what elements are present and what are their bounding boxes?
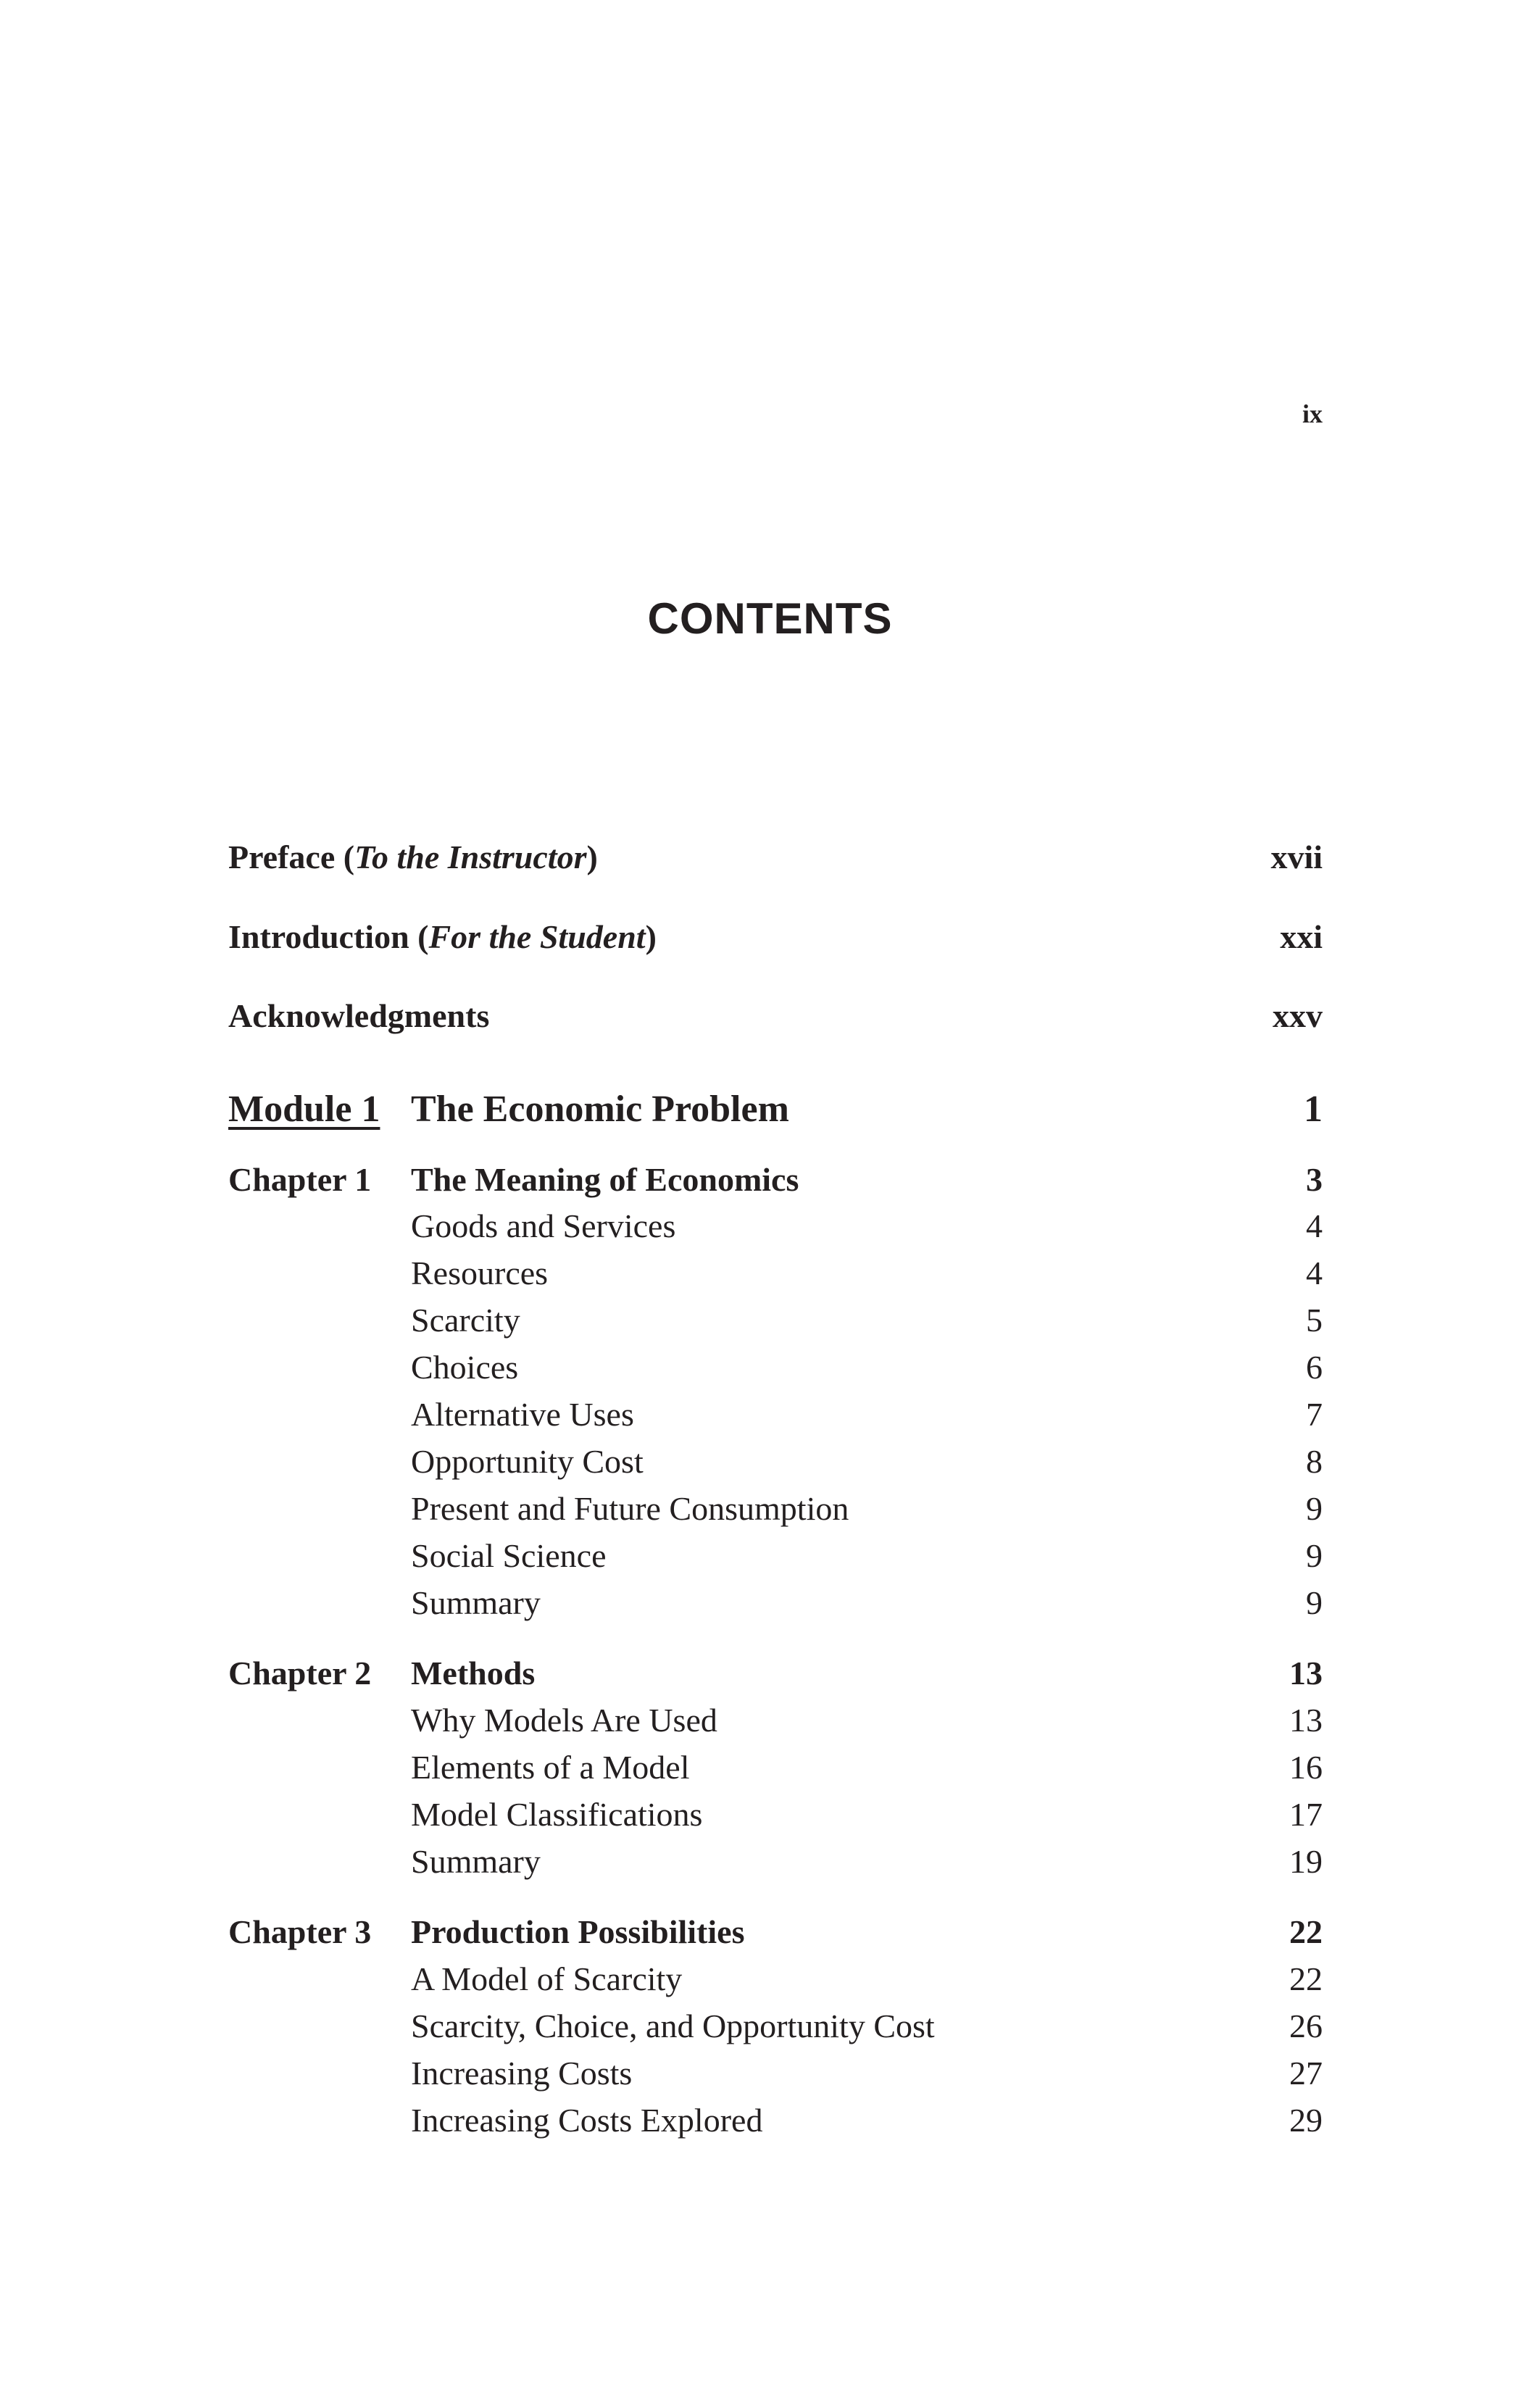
section-page: 9 [1306,1490,1323,1527]
chapter-page: 3 [1306,1161,1323,1198]
page-title: CONTENTS [647,594,893,643]
section-title: Summary [411,1584,541,1621]
section-title: Increasing Costs [411,2055,633,2092]
toc-section [0,1957,1540,2004]
toc-entry-title: Preface (To the Instructor) [228,839,598,875]
section-page: 19 [1289,1843,1323,1880]
toc-entry-acknowledgments [0,994,1540,1041]
section-page: 8 [1306,1443,1323,1480]
chapter-label: Chapter 3 [228,1913,372,1950]
section-title: Opportunity Cost [411,1443,644,1480]
module-page: 1 [1304,1089,1323,1130]
toc-entry-preface [0,836,1540,882]
toc-section [0,1346,1540,1392]
toc-section [0,1793,1540,1839]
section-page: 17 [1289,1796,1323,1833]
section-title: Resources [411,1254,549,1291]
toc-entry-page: xxv [1273,997,1323,1034]
section-title: Elements of a Model [411,1749,690,1786]
section-page: 13 [1289,1702,1323,1739]
section-title: Why Models Are Used [411,1702,717,1739]
section-page: 4 [1306,1207,1323,1244]
chapter-page: 13 [1289,1655,1323,1691]
toc-chapter-2 [0,1652,1540,1698]
section-page: 9 [1306,1584,1323,1621]
section-page: 26 [1289,2007,1323,2044]
toc-chapter-1 [0,1158,1540,1204]
toc-entry-title: Introduction (For the Student) [228,918,657,955]
chapter-title: Methods [411,1655,536,1691]
toc-section [0,1534,1540,1581]
section-page: 29 [1289,2102,1323,2139]
chapter-title: The Meaning of Economics [411,1161,799,1198]
toc-section [0,2052,1540,2098]
section-title: Present and Future Consumption [411,1490,849,1527]
section-title: Model Classifications [411,1796,703,1833]
toc-section [0,1840,1540,1886]
page-number: ix [1302,399,1323,428]
module-label: Module 1 [228,1089,380,1130]
section-title: Choices [411,1349,519,1386]
section-title: Goods and Services [411,1207,676,1244]
section-page: 9 [1306,1537,1323,1574]
chapter-label: Chapter 1 [228,1161,372,1198]
section-page: 16 [1289,1749,1323,1786]
toc-entry-page: xvii [1270,839,1323,875]
section-page: 27 [1289,2055,1323,2092]
chapter-title: Production Possibilities [411,1913,745,1950]
toc-chapter-3 [0,1910,1540,1957]
section-title: Alternative Uses [411,1396,634,1433]
toc-section [0,1699,1540,1745]
section-page: 6 [1306,1349,1323,1386]
toc-entry-title: Acknowledgments [228,997,490,1034]
section-page: 7 [1306,1396,1323,1433]
toc-section [0,1440,1540,1486]
toc-section [0,1299,1540,1345]
toc-section [0,2099,1540,2145]
section-title: A Model of Scarcity [411,1960,683,1997]
module-title: The Economic Problem [411,1089,789,1130]
toc-section [0,1204,1540,1251]
section-page: 4 [1306,1254,1323,1291]
section-title: Social Science [411,1537,607,1574]
toc-entry-introduction [0,915,1540,962]
section-page: 5 [1306,1302,1323,1339]
toc-entry-page: xxi [1280,918,1323,955]
chapter-page: 22 [1289,1913,1323,1950]
toc-module [0,1086,1540,1132]
section-page: 22 [1289,1960,1323,1997]
section-title: Summary [411,1843,541,1880]
toc-section [0,1393,1540,1439]
toc-section [0,2005,1540,2051]
section-title: Increasing Costs Explored [411,2102,763,2139]
toc-section [0,1746,1540,1792]
chapter-label: Chapter 2 [228,1655,372,1691]
toc-section [0,1487,1540,1534]
toc-section [0,1252,1540,1298]
toc-section [0,1581,1540,1628]
section-title: Scarcity [411,1302,520,1339]
section-title: Scarcity, Choice, and Opportunity Cost [411,2007,935,2044]
